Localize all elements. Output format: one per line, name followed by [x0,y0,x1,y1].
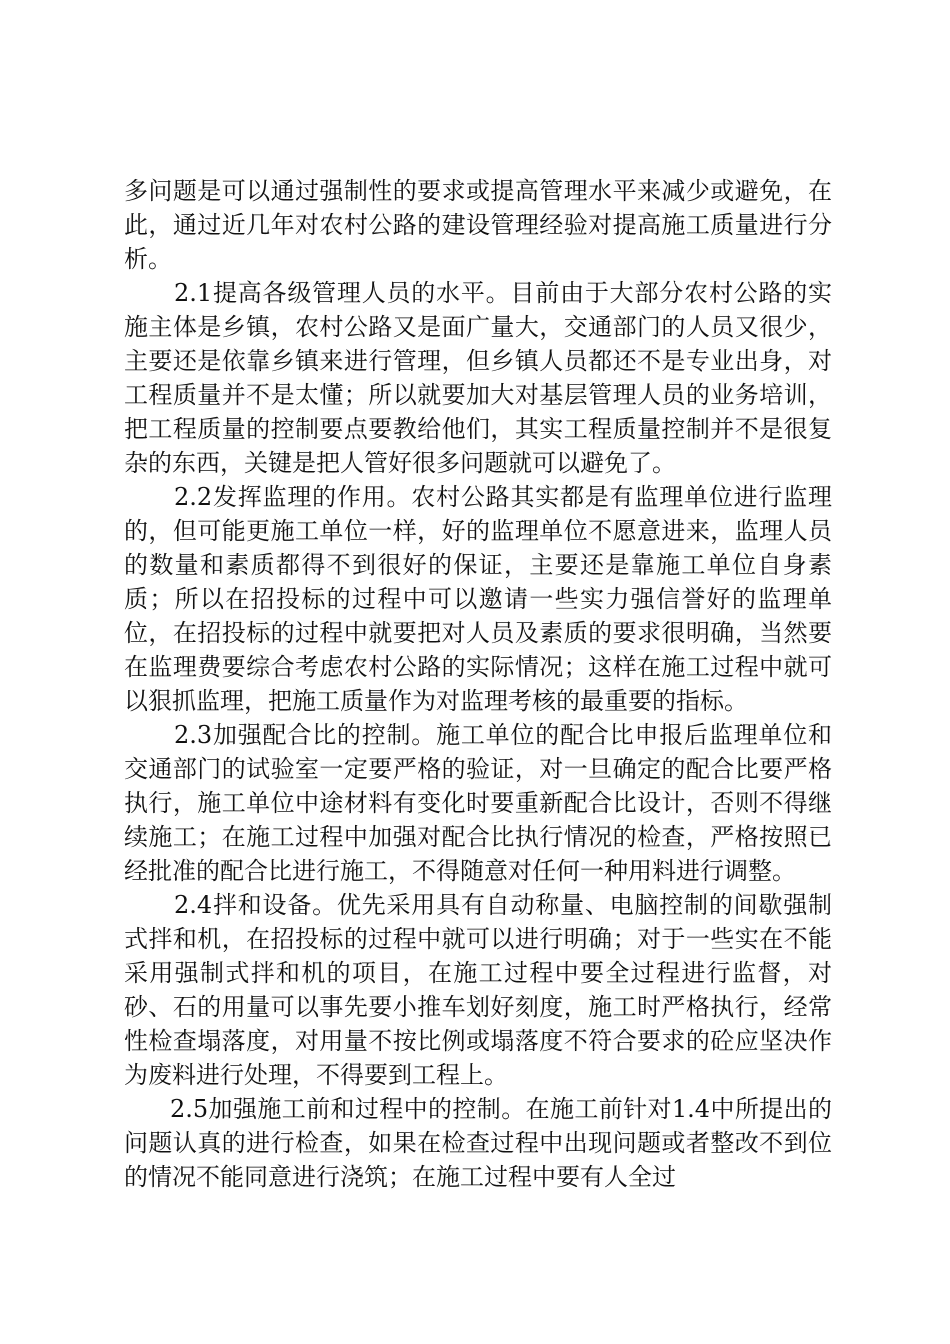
paragraph-2-2: 2.2发挥监理的作用。农村公路其实都是有监理单位进行监理的，但可能更施工单位一样，好的监理单位不愿意进来，监理人员的数量和素质都得不到很好的保证，主要还是靠施工单位自身素质；所以在招投标的过程中可以邀请一些实力强信誉好的监理单位，在招投标的过程中就要把对人员及素质的要求很明确，当然要在监理费要综合考虑农村公路的实际情况；这样在施工过程中就可以狠抓监理，把施工质量作为对监理考核的最重要的指标。 [124,483,832,715]
document-body [124,174,832,1194]
paragraph-2-5: 2.5加强施工前和过程中的控制。在施工前针对1.4中所提出的问题认真的进行检查，如果在检查过程中出现问题或者整改不到位的情况不能同意进行浇筑；在施工过程中要有人全过 [124,1095,832,1191]
paragraph-2-1: 2.1提高各级管理人员的水平。目前由于大部分农村公路的实施主体是乡镇，农村公路又是面广量大，交通部门的人员又很少，主要还是依靠乡镇来进行管理，但乡镇人员都还不是专业出身，对工程质量并不是太懂；所以就要加大对基层管理人员的业务培训，把工程质量的控制要点要教给他们，其实工程质量控制并不是很复杂的东西，关键是把人管好很多问题就可以避免了。 [124,279,832,477]
paragraph-continuation: 多问题是可以通过强制性的要求或提高管理水平来减少或避免，在此，通过近几年对农村公路的建设管理经验对提高施工质量进行分析。 [124,177,832,273]
paragraph-2-4: 2.4拌和设备。优先采用具有自动称量、电脑控制的间歇强制式拌和机，在招投标的过程中就可以进行明确；对于一些实在不能采用强制式拌和机的项目，在施工过程中要全过程进行监督，对砂、石的用量可以事先要小推车划好刻度，施工时严格执行，经常性检查塌落度，对用量不按比例或塌落度不符合要求的砼应坚决作为废料进行处理，不得要到工程上。 [124,891,832,1089]
paragraph-2-3: 2.3加强配合比的控制。施工单位的配合比申报后监理单位和交通部门的试验室一定要严格的验证，对一旦确定的配合比要严格执行，施工单位中途材料有变化时要重新配合比设计，否则不得继续施工；在施工过程中加强对配合比执行情况的检查，严格按照已经批准的配合比进行施工，不得随意对任何一种用料进行调整。 [124,721,832,885]
